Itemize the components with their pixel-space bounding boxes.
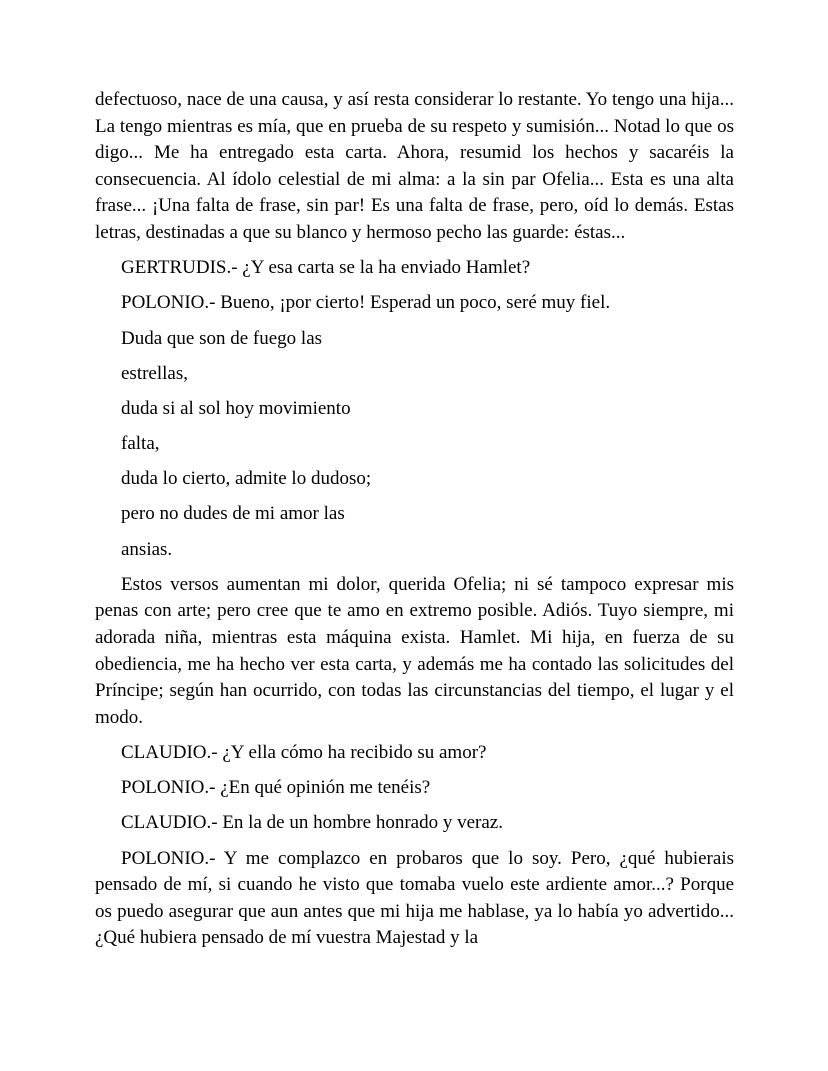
verse-line: Duda que son de fuego las (121, 327, 323, 349)
verse-line: duda si al sol hoy movimiento (121, 397, 351, 419)
dialogue-line: POLONIO.- Bueno, ¡por cierto! Esperad un poco, seré muy fiel. (121, 292, 611, 314)
dialogue-line: CLAUDIO.- En la de un hombre honrado y veraz. (121, 812, 503, 834)
dialogue-line: CLAUDIO.- ¿Y ella cómo ha recibido su amor? (121, 742, 487, 763)
verse-line: duda lo cierto, admite lo dudoso; (121, 468, 372, 490)
verse-line: ansias. (121, 538, 173, 560)
body-paragraph: Estos versos aumentan mi dolor, querida Ofelia; ni sé tampoco expresar mis penas con arte; pero cree que te amo en extremo posible. Adiós. Tuyo siempre, mi adorada niña, mientras esta máquina exista. Hamlet. Mi hija, en fuerza de su obediencia, me ha hecho ver esta carta, y además me ha contado las solicitudes del Príncipe; según han ocurrido, con todas las circunstancias del tiempo, el lugar y el modo. (95, 573, 734, 728)
verse-line: estrellas, (121, 362, 189, 384)
page-content (95, 87, 734, 952)
verse-line: pero no dudes de mi amor las (121, 503, 345, 525)
verse-line: falta, (121, 433, 160, 455)
dialogue-line: GERTRUDIS.- ¿Y esa carta se la ha enviado Hamlet? (121, 257, 531, 279)
body-paragraph: defectuoso, nace de una causa, y así resta considerar lo restante. Yo tengo una hija... La tengo mientras es mía, que en prueba de su respeto y sumisión... Notad lo que os digo... Me ha entregado esta carta. Ahora, resumid los hechos y sacaréis la consecuencia. Al ídolo celestial de mi alma: a la sin par Ofelia... Esta es una alta frase... ¡Una falta de frase, sin par! Es una falta de frase, pero, oíd lo demás. Estas letras, destinadas a que su blanco y hermoso pecho las guarde: éstas... (95, 89, 734, 243)
dialogue-line: POLONIO.- ¿En qué opinión me tenéis? (121, 777, 431, 799)
body-paragraph: POLONIO.- Y me complazco en probaros que lo soy. Pero, ¿qué hubierais pensado de mí, si cuando he visto que tomaba vuelo este ardiente amor...? Porque os puedo asegurar que aun antes que mi hija me hablase, ya lo había yo advertido... ¿Qué hubiera pensado de mí vuestra Majestad y la (95, 847, 734, 949)
